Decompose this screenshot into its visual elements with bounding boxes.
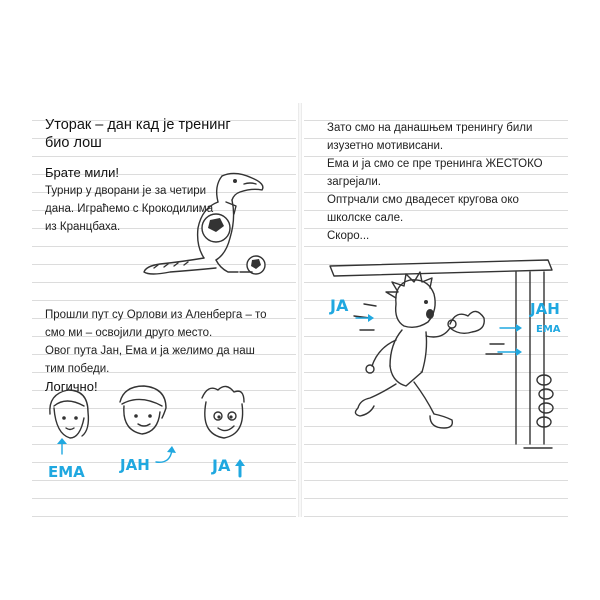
- right-para-line-3: Ема и ја смо се пре тренинга ЖЕСТОКО: [327, 158, 543, 170]
- almost-text: Скоро...: [327, 230, 370, 242]
- page-title-line-2: био лош: [45, 135, 102, 151]
- crocodile-illustration: [140, 168, 270, 280]
- greeting: Брате мили!: [45, 165, 120, 180]
- book-spine: [298, 103, 302, 517]
- para2-line-3: Овог пута Јан, Ема и ја желимо да наш: [45, 345, 255, 357]
- running-kid-illustration: [330, 248, 560, 448]
- label-jan-outside: ЈАН: [530, 300, 560, 318]
- arrow-up-icon: [234, 458, 246, 478]
- para2-line-4: тим победи.: [45, 363, 110, 375]
- para1-line-2: дана. Играћемо с Крокодилима: [45, 203, 214, 215]
- para1-line-1: Турнир у дворани је за четири: [45, 185, 207, 197]
- para1-line-3: из Кранцбаха.: [45, 221, 121, 233]
- conclusion: Логично!: [45, 379, 98, 394]
- label-ema: ЕМА: [48, 463, 85, 481]
- para2-line-2: смо ми – освојили друго место.: [45, 327, 213, 339]
- page-title-line-1: Уторак – дан кад је тренинг: [45, 117, 231, 133]
- kids-faces-illustration: [40, 384, 250, 450]
- para2-line-1: Прошли пут су Орлови из Аленберга – то: [45, 309, 267, 321]
- label-ja: ЈА: [212, 456, 231, 475]
- right-para-line-1: Зато смо на данашњем тренингу били: [327, 122, 533, 134]
- right-para-line-5: Оптрчали смо двадесет кругова око: [327, 194, 519, 206]
- right-para-line-6: школске сале.: [327, 212, 404, 224]
- label-ema-outside: ЕМА: [536, 324, 561, 335]
- label-ja-runner: ЈА: [330, 296, 349, 315]
- right-para-line-2: изузетно мотивисани.: [327, 140, 444, 152]
- right-para-line-4: загрејали.: [327, 176, 381, 188]
- label-jan: ЈАН: [120, 456, 150, 474]
